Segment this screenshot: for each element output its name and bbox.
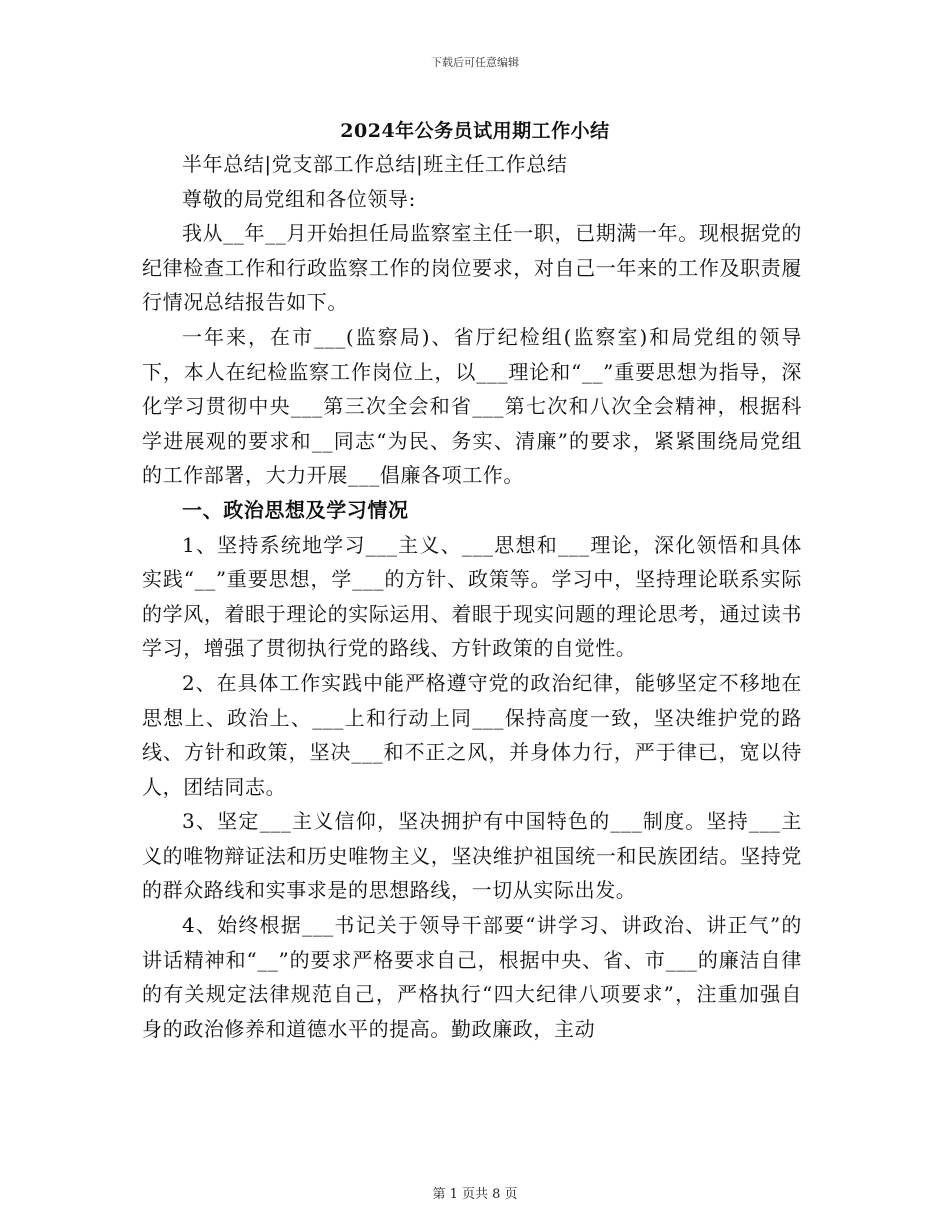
document-body: [142, 147, 802, 1046]
salutation: 尊敬的局党组和各位领导:: [182, 186, 416, 211]
document-title: 2024年公务员试用期工作小结: [340, 120, 610, 142]
subtitle-links: 半年总结|党支部工作总结|班主任工作总结: [182, 152, 568, 176]
paragraph: 2、在具体工作实践中能严格遵守党的政治纪律，能够坚定不移地在思想上、政治上、___上和行动上同___保持高度一致，坚决维护党的路线、方针和政策，坚决___和不正之风，并身体力行，严于律已，宽以待人，团结同志。: [142, 670, 802, 799]
paragraph: 3、坚定___主义信仰，坚决拥护有中国特色的___制度。坚持___主义的唯物辩证法和历史唯物主义，坚决维护祖国统一和民族团结。坚持党的群众路线和实事求是的思想路线，一切从实际出发。: [142, 809, 802, 903]
header-note: 下载后可任意编辑: [431, 56, 519, 69]
paragraph: 1、坚持系统地学习___主义、___思想和___理论，深化领悟和具体实践“__”重要思想，学___的方针、政策等。学习中，坚持理论联系实际的学风，着眼于理论的实际运用、着眼于现实问题的理论思考，通过读书学习，增强了贯彻执行党的路线、方针政策的自觉性。: [142, 532, 802, 661]
paragraph: 我从__年__月开始担任局监察室主任一职，已期满一年。现根据党的纪律检查工作和行政监察工作的岗位要求，对自己一年来的工作及职责履行情况总结报告如下。: [142, 221, 802, 315]
section-heading: 一、政治思想及学习情况: [182, 497, 409, 522]
page-footer: 第 1 页共 8 页: [432, 1187, 518, 1202]
paragraph: 一年来，在市___(监察局)、省厅纪检组(监察室)和局党组的领导下，本人在纪检监察工作岗位上，以___理论和“__”重要思想为指导，深化学习贯彻中央___第三次全会和省___第七次和八次全会精神，根据科学进展观的要求和__同志“为民、务实、清廉”的要求，紧紧围绕局党组的工作部署，大力开展___倡廉各项工作。: [142, 324, 802, 488]
paragraph: 4、始终根据___书记关于领导干部要“讲学习、讲政治、讲正气”的讲话精神和“__”的要求严格要求自己，根据中央、省、市___的廉洁自律的有关规定法律规范自己，严格执行“四大纪律八项要求”，注重加强自身的政治修养和道德水平的提高。勤政廉政，主动: [142, 913, 802, 1041]
